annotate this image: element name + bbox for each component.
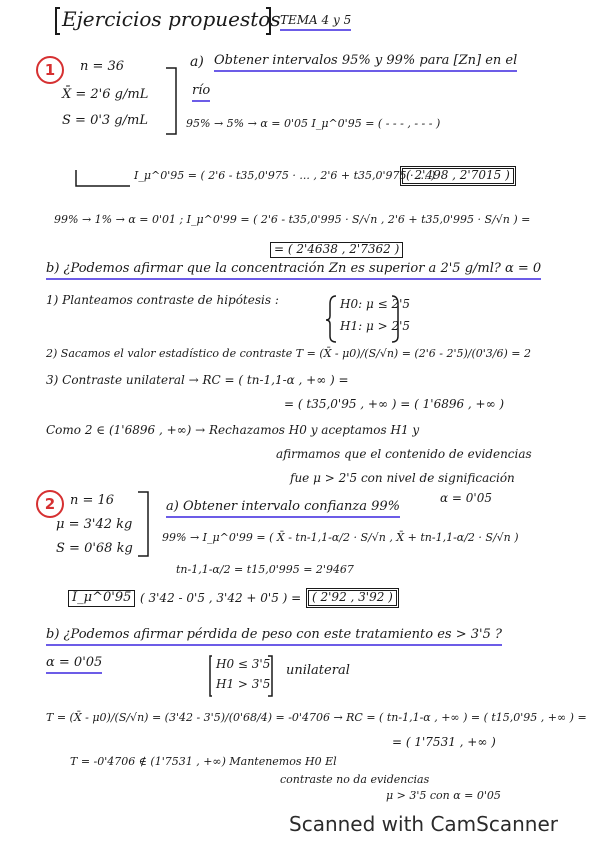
p2b-rc-result: = ( 1'7531 , +∞ ) [392, 735, 496, 749]
hyp-brace-1 [326, 296, 336, 342]
p1b-step-3b: = ( t35,0'95 , +∞ ) = ( 1'6896 , +∞ ) [284, 397, 505, 411]
p1b-step-2: 2) Sacamos el valor estadístico de contraste T = (X̄ - μ0)/(S/√n) = (2'6 - 2'5)/(0'3/6) = 2 [46, 347, 531, 360]
p2b-type: unilateral [286, 663, 350, 678]
p2b-stat: T = (X̄ - μ0)/(S/√n) = (3'42 - 3'5)/(0'68/4) = -0'4706 → RC = ( tn-1,1-α , +∞ ) = ( t15,0'95 , +∞ ) = [46, 711, 587, 724]
p2a-ci-result: ( 2'92 , 3'92 ) [306, 588, 399, 608]
problem-1-number: 1 [36, 56, 64, 84]
p2a-ci-calc: ( 3'42 - 0'5 , 3'42 + 0'5 ) = [140, 591, 302, 605]
p2b-h1: H1 > 3'5 [216, 677, 271, 691]
p2-data-sd: S = 0'68 kg [56, 541, 133, 556]
p1a-line-99: 99% → 1% → α = 0'01 ; I_μ^0'99 = ( 2'6 - t35,0'995 · S/√n , 2'6 + t35,0'995 · S/√n ) = [54, 213, 531, 226]
p1b-step-1: 1) Planteamos contraste de hipótesis : [46, 293, 279, 307]
hyp-brace-2 [210, 656, 212, 696]
p2b-alpha: α = 0'05 [46, 656, 102, 674]
p1-data-sd: S = 0'3 g/mL [62, 113, 148, 128]
p1b-conclusion-4: α = 0'05 [440, 491, 492, 505]
data-bracket-1 [166, 68, 176, 134]
p1a-label: a) [190, 54, 204, 70]
p2b-conclusion-3: μ > 3'5 con α = 0'05 [386, 789, 501, 802]
p1b-conclusion-2: afirmamos que el contenido de evidencias [276, 447, 532, 461]
p1a-statement-2: río [192, 84, 210, 102]
p2b-statement: b) ¿Podemos afirmar pérdida de peso con este tratamiento es > 3'5 ? [46, 628, 502, 646]
p1a-statement: Obtener intervalos 95% y 99% para [Zn] en el [214, 54, 517, 72]
p1a-ci95-result: ( 2'498 , 2'7015 ) [400, 166, 516, 186]
p2-data-mean: μ = 3'42 kg [56, 517, 133, 532]
topic-label: TEMA 4 y 5 [280, 14, 351, 31]
p1b-conclusion-1: Como 2 ∈ (1'6896 , +∞) → Rechazamos H0 y aceptamos H1 y [46, 423, 420, 437]
page-title: Ejercicios propuestos [62, 7, 281, 31]
data-bracket-2 [138, 492, 148, 556]
p1a-ci95-formula: I_μ^0'95 = ( 2'6 - t35,0'975 · ... , 2'6 + t35,0'975 · ... ) [134, 169, 436, 182]
p1b-statement: b) ¿Podemos afirmar que la concentración Zn es superior a 2'5 g/ml? α = 0 [46, 262, 541, 280]
p1b-h0: H0: μ ≤ 2'5 [340, 297, 411, 311]
p2-data-n: n = 16 [70, 493, 115, 508]
p2b-h0: H0 ≤ 3'5 [216, 657, 271, 671]
p1a-ci99-result: = ( 2'4638 , 2'7362 ) [270, 242, 403, 258]
p1b-step-3: 3) Contraste unilateral → RC = ( tn-1,1-α , +∞ ) = [46, 373, 349, 387]
p1a-line-95: 95% → 5% → α = 0'05 I_μ^0'95 = ( - - - , - - - ) [186, 117, 441, 130]
arrow-ci95 [76, 170, 130, 186]
p2a-t-value: tn-1,1-α/2 = t15,0'995 = 2'9467 [176, 563, 354, 576]
scanner-watermark: Scanned with CamScanner [289, 812, 558, 836]
title-bracket-left [56, 8, 60, 34]
p1b-conclusion-3: fue μ > 2'5 con nivel de significación [290, 471, 515, 485]
p1-data-n: n = 36 [80, 59, 125, 74]
p2a-ci-label: I_μ^0'95 [68, 590, 135, 607]
p2b-conclusion: T = -0'4706 ∉ (1'7531 , +∞) Mantenemos H0 El [70, 755, 337, 768]
problem-2-number: 2 [36, 490, 64, 518]
p2a-statement: a) Obtener intervalo confianza 99% [166, 500, 400, 518]
p1b-h1: H1: μ > 2'5 [340, 319, 411, 333]
p1-data-mean: X̄ = 2'6 g/mL [62, 87, 149, 102]
p2a-formula: 99% → I_μ^0'99 = ( X̄ - tn-1,1-α/2 · S/√n , X̄ + tn-1,1-α/2 · S/√n ) [162, 531, 519, 544]
p2b-conclusion-2: contraste no da evidencias [280, 773, 430, 786]
